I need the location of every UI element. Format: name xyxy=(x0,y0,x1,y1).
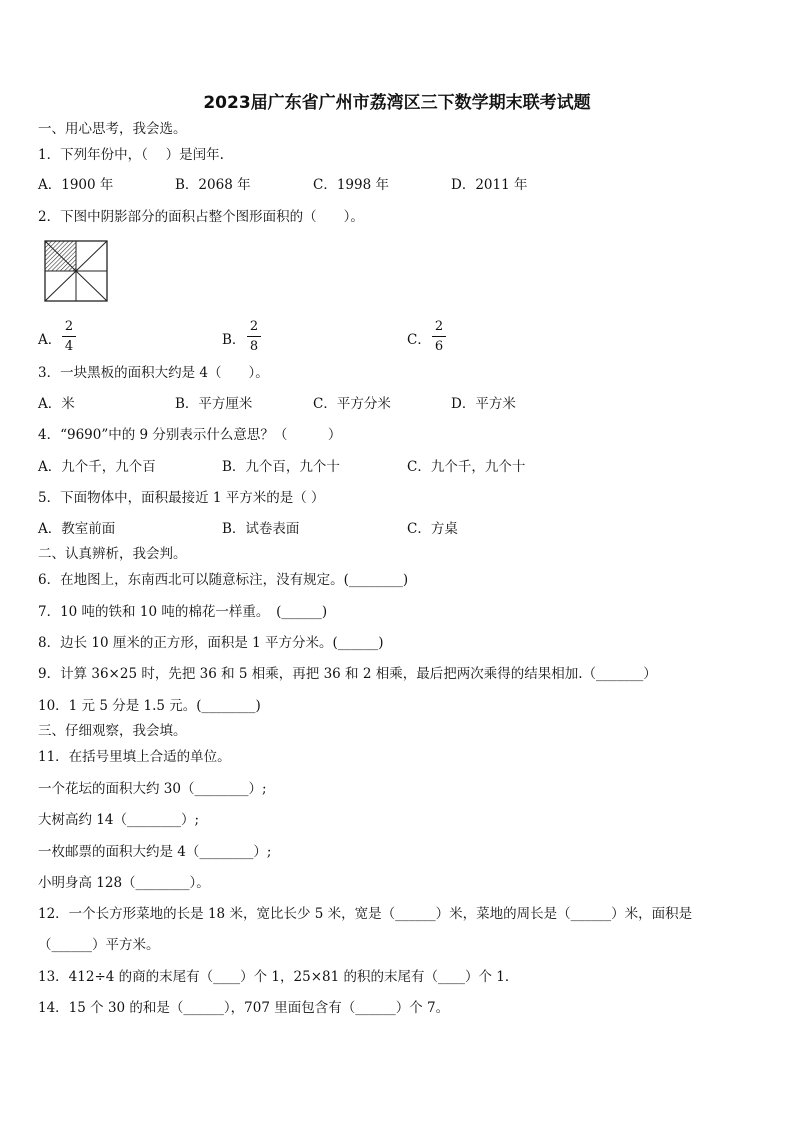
question-2-stem: 2．下图中阴影部分的面积占整个图形面积的（ ）。 xyxy=(38,209,364,225)
fraction-b: 2 8 xyxy=(247,318,261,355)
question-11-line-2[interactable]: 大树高约 14（________）; xyxy=(38,812,200,828)
question-6[interactable]: 6．在地图上，东南西北可以随意标注，没有规定。(________) xyxy=(38,572,409,588)
fraction-a: 2 4 xyxy=(62,318,76,355)
question-11-line-4[interactable]: 小明身高 128（________）。 xyxy=(38,875,210,891)
question-10[interactable]: 10．1 元 5 分是 1.5 元。(________) xyxy=(38,698,261,714)
page-title: 2023届广东省广州市荔湾区三下数学期末联考试题 xyxy=(203,93,591,113)
question-8[interactable]: 8．边长 10 厘米的正方形，面积是 1 平方分米。(______) xyxy=(38,635,384,651)
question-1-option-a[interactable]: A．1900 年 xyxy=(38,177,114,193)
question-11-line-3[interactable]: 一枚邮票的面积大约是 4（________）; xyxy=(38,844,272,860)
shaded-square-figure xyxy=(44,240,108,302)
fraction-c: 2 6 xyxy=(432,318,446,355)
question-4-option-b[interactable]: B．九个百，九个十 xyxy=(222,459,340,475)
question-11-line-1[interactable]: 一个花坛的面积大约 30（________）; xyxy=(38,781,267,797)
question-4-option-c[interactable]: C．九个千，九个十 xyxy=(407,459,526,475)
question-12-line-2[interactable]: （______）平方米。 xyxy=(38,937,160,953)
question-5-stem: 5．下面物体中，面积最接近 1 平方米的是（ ） xyxy=(38,490,325,506)
question-9[interactable]: 9．计算 36×25 时，先把 36 和 5 相乘，再把 36 和 2 相乘，最后把两次乘得的结果相加.（_______） xyxy=(38,666,657,682)
question-3-stem: 3．一块黑板的面积大约是 4（ ）。 xyxy=(38,365,269,381)
question-7[interactable]: 7．10 吨的铁和 10 吨的棉花一样重。 (______) xyxy=(38,604,328,620)
question-1-option-b[interactable]: B．2068 年 xyxy=(175,177,251,193)
question-3-option-d[interactable]: D．平方米 xyxy=(451,396,516,412)
section-heading-1: 一、用心思考，我会选。 xyxy=(38,121,187,137)
question-3-option-b[interactable]: B．平方厘米 xyxy=(175,396,253,412)
question-4-option-a[interactable]: A．九个千，九个百 xyxy=(38,459,156,475)
question-4-stem: 4．“9690”中的 9 分别表示什么意思？（ ） xyxy=(38,427,342,443)
section-heading-2: 二、认真辨析，我会判。 xyxy=(38,546,187,562)
question-1-stem: 1．下列年份中，（ ）是闰年. xyxy=(38,147,224,163)
question-3-option-c[interactable]: C．平方分米 xyxy=(313,396,391,412)
question-14[interactable]: 14．15 个 30 的和是（______），707 里面包含有（______）个 7。 xyxy=(38,1000,450,1016)
question-12-line-1[interactable]: 12．一个长方形菜地的长是 18 米，宽比长少 5 米，宽是（______）米，菜地的周长是（______）米，面积是 xyxy=(38,906,693,922)
question-3-option-a[interactable]: A．米 xyxy=(38,396,75,412)
question-1-option-c[interactable]: C．1998 年 xyxy=(313,177,389,193)
question-5-option-a[interactable]: A．教室前面 xyxy=(38,521,116,537)
question-11-stem: 11．在括号里填上合适的单位。 xyxy=(38,749,231,765)
section-heading-3: 三、仔细观察，我会填。 xyxy=(38,723,187,739)
question-1-option-d[interactable]: D．2011 年 xyxy=(451,177,528,193)
question-5-option-c[interactable]: C．方桌 xyxy=(407,521,458,537)
question-5-option-b[interactable]: B．试卷表面 xyxy=(222,521,300,537)
question-13[interactable]: 13．412÷4 的商的末尾有（____）个 1，25×81 的积的末尾有（____）个 1． xyxy=(38,969,519,985)
